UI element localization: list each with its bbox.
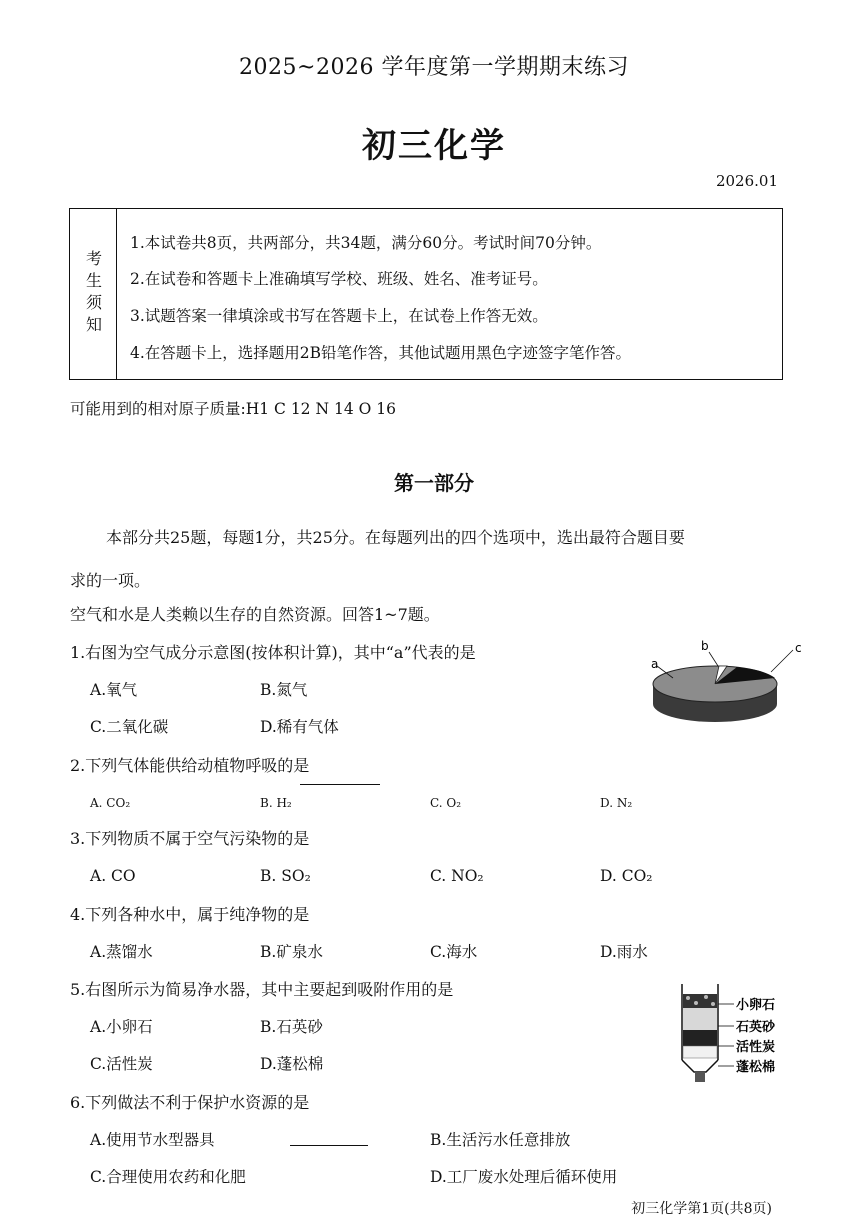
q2-option-b[interactable]: B. H₂ <box>260 796 292 810</box>
q6-option-a[interactable]: A.使用节水型器具 <box>90 1131 215 1149</box>
q1-option-b[interactable]: B.氮气 <box>260 681 308 699</box>
question-6-stem: 6.下列做法不利于保护水资源的是 <box>70 1093 310 1112</box>
q4-option-a[interactable]: A.蒸馏水 <box>90 943 153 961</box>
question-3-stem: 3.下列物质不属于空气污染物的是 <box>70 829 310 848</box>
question-2-stem: 2.下列气体能供给动植物呼吸的是 <box>70 756 310 775</box>
q4-option-c[interactable]: C.海水 <box>430 943 478 961</box>
notice-label: 考生须知 <box>83 250 103 338</box>
q3-option-b[interactable]: B. SO₂ <box>260 867 311 885</box>
question-5-stem: 5.右图所示为简易净水器，其中主要起到吸附作用的是 <box>70 980 454 999</box>
atomic-masses: 可能用到的相对原子质量:H1 C 12 N 14 O 16 <box>70 400 396 418</box>
notice-box <box>69 208 783 380</box>
q2-option-c[interactable]: C. O₂ <box>430 796 462 810</box>
subject-title: 初三化学 <box>362 126 506 166</box>
exam-date: 2026.01 <box>715 172 778 190</box>
q4-option-b[interactable]: B.矿泉水 <box>260 943 323 961</box>
notice-item-3: 3.试题答案一律填涂或书写在答题卡上，在试卷上作答无效。 <box>130 307 548 325</box>
air-composition-figure <box>645 636 805 728</box>
q5-option-a[interactable]: A.小卵石 <box>90 1018 153 1036</box>
q3-option-d[interactable]: D. CO₂ <box>600 867 653 885</box>
q6-option-c[interactable]: C.合理使用农药和化肥 <box>90 1168 246 1186</box>
page-footer: 初三化学第1页(共8页) <box>631 1201 772 1217</box>
q1-option-c[interactable]: C.二氧化碳 <box>90 718 169 736</box>
q2-option-d[interactable]: D. N₂ <box>600 796 633 810</box>
q1-option-a[interactable]: A.氧气 <box>90 681 138 699</box>
filter-label-carbon: 活性炭 <box>736 1040 776 1055</box>
filter-label-cotton: 蓬松棉 <box>736 1060 776 1075</box>
q1-option-d[interactable]: D.稀有气体 <box>260 718 339 736</box>
q6-option-d[interactable]: D.工厂废水处理后循环使用 <box>430 1168 618 1186</box>
part-intro-line1: 本部分共25题，每题1分，共25分。在每题列出的四个选项中，选出最符合题目要 <box>106 528 685 547</box>
part-title: 第一部分 <box>394 471 474 495</box>
q5-option-b[interactable]: B.石英砂 <box>260 1018 323 1036</box>
part-intro-line2: 求的一项。 <box>70 571 151 590</box>
q5-option-c[interactable]: C.活性炭 <box>90 1055 153 1073</box>
question-4-stem: 4.下列各种水中，属于纯净物的是 <box>70 905 310 924</box>
q4-option-d[interactable]: D.雨水 <box>600 943 648 961</box>
pie-label-c: c <box>795 641 802 655</box>
group-intro: 空气和水是人类赖以生存的自然资源。回答1~7题。 <box>70 605 440 624</box>
answer-blank <box>300 784 380 785</box>
notice-item-4: 4.在答题卡上，选择题用2B铅笔作答，其他试题用黑色字迹签字笔作答。 <box>130 344 632 362</box>
notice-item-1: 1.本试卷共8页，共两部分，共34题，满分60分。考试时间70分钟。 <box>130 234 602 252</box>
question-1-stem: 1.右图为空气成分示意图(按体积计算)，其中“a”代表的是 <box>70 643 476 662</box>
pie-label-b: b <box>701 639 709 653</box>
q6-option-b[interactable]: B.生活污水任意排放 <box>430 1131 571 1149</box>
exam-title: 2025~2026 学年度第一学期期末练习 <box>239 55 629 80</box>
q5-option-d[interactable]: D.蓬松棉 <box>260 1055 324 1073</box>
answer-blank <box>290 1145 368 1146</box>
water-filter-figure <box>676 982 788 1090</box>
notice-label-cell <box>70 209 117 379</box>
filter-label-sand: 石英砂 <box>736 1020 776 1035</box>
q2-option-a[interactable]: A. CO₂ <box>90 796 131 810</box>
filter-label-pebbles: 小卵石 <box>736 998 776 1013</box>
pie-label-a: a <box>651 657 659 671</box>
notice-item-2: 2.在试卷和答题卡上准确填写学校、班级、姓名、准考证号。 <box>130 270 548 288</box>
q3-option-c[interactable]: C. NO₂ <box>430 867 484 885</box>
q3-option-a[interactable]: A. CO <box>90 867 136 885</box>
